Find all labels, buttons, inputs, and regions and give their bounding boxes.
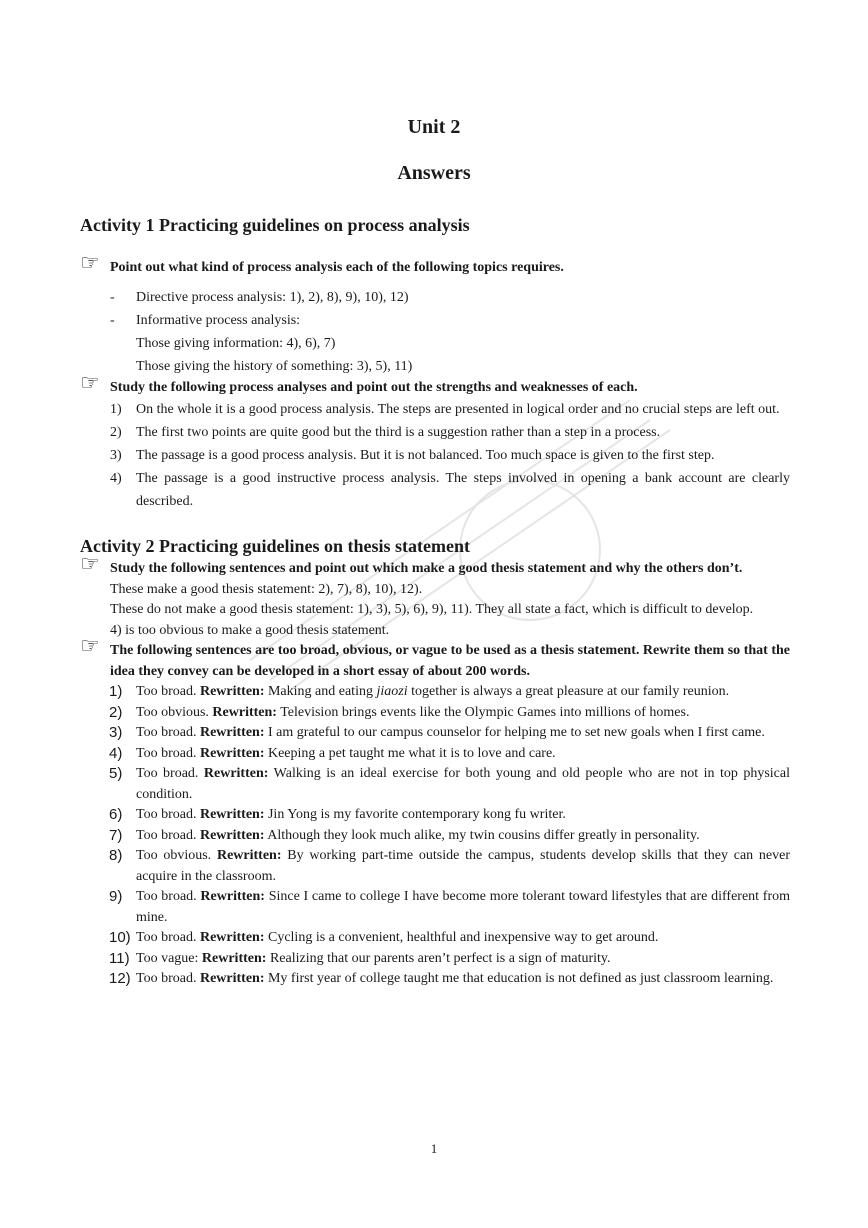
analysis-list: [80, 398, 790, 513]
rewrite-item: [80, 744, 790, 765]
item-number: 2): [109, 703, 123, 721]
problem-type: Too broad.: [136, 725, 197, 740]
rewrite-item: [80, 949, 790, 970]
rewrite-item: [80, 969, 790, 990]
problem-type: Too broad.: [136, 745, 197, 761]
pointing-hand-icon: ☞: [80, 250, 100, 275]
rewrite-text: My first year of college taught me that education is not defined as just classroom learning.: [267, 971, 774, 986]
problem-type: Too broad.: [136, 889, 197, 904]
item-number: 6): [109, 806, 123, 823]
item-number: 12): [109, 970, 131, 987]
rewrite-text: Television brings events like the Olympic Games into millions of homes.: [280, 704, 690, 720]
prompt-text: Study the following process analyses and point out the strengths and weaknesses of each.: [110, 379, 638, 395]
rewrite-item: [80, 826, 790, 847]
rewritten-label: Rewritten:: [201, 950, 267, 966]
activity2-heading: Activity 2 Practicing guidelines on thesis statement: [80, 536, 470, 556]
answer-paragraph: 4) is too obvious to make a good thesis statement.: [110, 622, 390, 638]
pointing-hand-icon: ☞: [80, 369, 100, 395]
rewritten-label: Rewritten:: [212, 704, 277, 720]
problem-type: Too broad.: [136, 766, 199, 781]
item-number: 5): [109, 765, 123, 782]
unit-title: Unit 2: [407, 116, 461, 138]
activity2-prompt1: [80, 551, 790, 580]
rewrite-item: [80, 846, 790, 887]
rewrite-item: [80, 887, 790, 928]
problem-type: Too broad.: [136, 807, 197, 822]
answers-title: Answers: [397, 162, 471, 184]
problem-type: Too obvious.: [136, 704, 209, 720]
problem-type: Too vague:: [136, 950, 199, 966]
prompt-text: Study the following sentences and point out which make a good thesis statement and why the others don’t.: [110, 561, 743, 576]
list-item: - Directive process analysis: 1), 2), 8), 9), 10), 12): [110, 289, 409, 305]
activity2-prompt2: [80, 633, 790, 682]
rewrite-text: Since I came to college I have become more tolerant toward lifestyles that are different from mine.: [136, 889, 791, 925]
rewrite-item: [80, 764, 790, 805]
list-subitem: Those giving the history of something: 3), 5), 11): [136, 358, 413, 374]
activity1-heading: Activity 1 Practicing guidelines on process analysis: [80, 215, 470, 235]
rewrite-text: Realizing that our parents aren’t perfect is a sign of maturity.: [269, 950, 611, 966]
page-number: 1: [430, 1141, 438, 1156]
rewritten-label: Rewritten:: [200, 889, 265, 904]
problem-type: Too broad.: [136, 684, 197, 699]
item-number: 3): [109, 724, 123, 741]
rewritten-label: Rewritten:: [199, 971, 265, 986]
rewritten-label: Rewritten:: [199, 725, 265, 740]
rewrite-text: Jin Yong is my favorite contemporary kong fu writer.: [267, 807, 566, 822]
activity1-prompt1: [80, 250, 790, 279]
rewritten-label: Rewritten:: [199, 745, 265, 761]
item-number: 7): [109, 826, 123, 844]
item-number: 4): [109, 744, 123, 762]
item-number: 8): [109, 847, 123, 864]
rewrite-item: [80, 682, 790, 703]
rewrite-item: [80, 928, 790, 949]
rewrite-item: [80, 805, 790, 826]
content: [80, 212, 790, 990]
list-item: - Informative process analysis:: [110, 312, 301, 328]
rewritten-label: Rewritten:: [199, 684, 265, 699]
rewrite-item: [80, 703, 790, 724]
problem-type: Too broad.: [136, 827, 197, 843]
list-subitem: Those giving information: 4), 6), 7): [136, 335, 336, 351]
rewrite-text: Although they look much alike, my twin cousins differ greatly in personality.: [267, 827, 700, 843]
rewritten-label: Rewritten:: [203, 766, 269, 781]
item-number: 11): [109, 949, 130, 967]
rewrite-item: [80, 723, 790, 744]
rewrite-italic: jiaozi: [376, 684, 408, 699]
list-item: 1) On the whole it is a good process analysis. The steps are presented in logical order and no crucial steps are left out.: [110, 402, 780, 417]
rewritten-label: Rewritten:: [199, 930, 265, 945]
rewrite-text: Walking is an ideal exercise for both young and old people who are not in top physical condition.: [136, 766, 790, 802]
answer-paragraph: These do not make a good thesis statement: 1), 3), 5), 6), 9), 11). They all state a fact, which is difficult to develop.: [110, 602, 754, 617]
prompt-text: Point out what kind of process analysis each of the following topics requires.: [110, 260, 564, 275]
rewrite-text-end: together is always a great pleasure at our family reunion.: [407, 684, 730, 699]
answer-paragraph: These make a good thesis statement: 2), 7), 8), 10), 12).: [110, 581, 423, 597]
rewrite-text: I am grateful to our campus counselor for helping me to set new goals when I first came.: [267, 725, 765, 740]
item-number: 10): [109, 929, 131, 946]
list-item: 3) The passage is a good process analysis. But it is not balanced. Too much space is given to the first step.: [110, 448, 715, 463]
problem-type: Too obvious.: [136, 848, 212, 863]
prompt-text: The following sentences are too broad, obvious, or vague to be used as a thesis statement. Rewrite them so that the idea they convey can be developed in a short essay of about 200 words.: [110, 643, 790, 679]
rewrite-text: Keeping a pet taught me what it is to love and care.: [267, 745, 556, 761]
rewrite-list: [80, 682, 790, 990]
list-item: 4) The passage is a good instructive process analysis. The steps involved in opening a bank account are clearly described.: [110, 471, 790, 509]
rewrite-text: Making and eating: [267, 684, 377, 699]
process-type-list: [80, 286, 790, 332]
pointing-hand-icon: ☞: [80, 551, 100, 576]
rewrite-text: Cycling is a convenient, healthful and inexpensive way to get around.: [267, 930, 659, 945]
item-number: 1): [109, 683, 123, 700]
rewritten-label: Rewritten:: [216, 848, 282, 863]
list-item: 2) The first two points are quite good but the third is a suggestion rather than a step in a process.: [110, 425, 661, 440]
item-number: 9): [109, 888, 123, 905]
rewritten-label: Rewritten:: [199, 807, 265, 822]
rewritten-label: Rewritten:: [199, 827, 265, 843]
pointing-hand-icon: ☞: [80, 633, 100, 658]
problem-type: Too broad.: [136, 971, 197, 986]
problem-type: Too broad.: [136, 930, 197, 945]
activity1-prompt2: [80, 369, 790, 399]
rewrite-text: By working part-time outside the campus, students develop skills that they can never acquire in the classroom.: [136, 848, 791, 884]
